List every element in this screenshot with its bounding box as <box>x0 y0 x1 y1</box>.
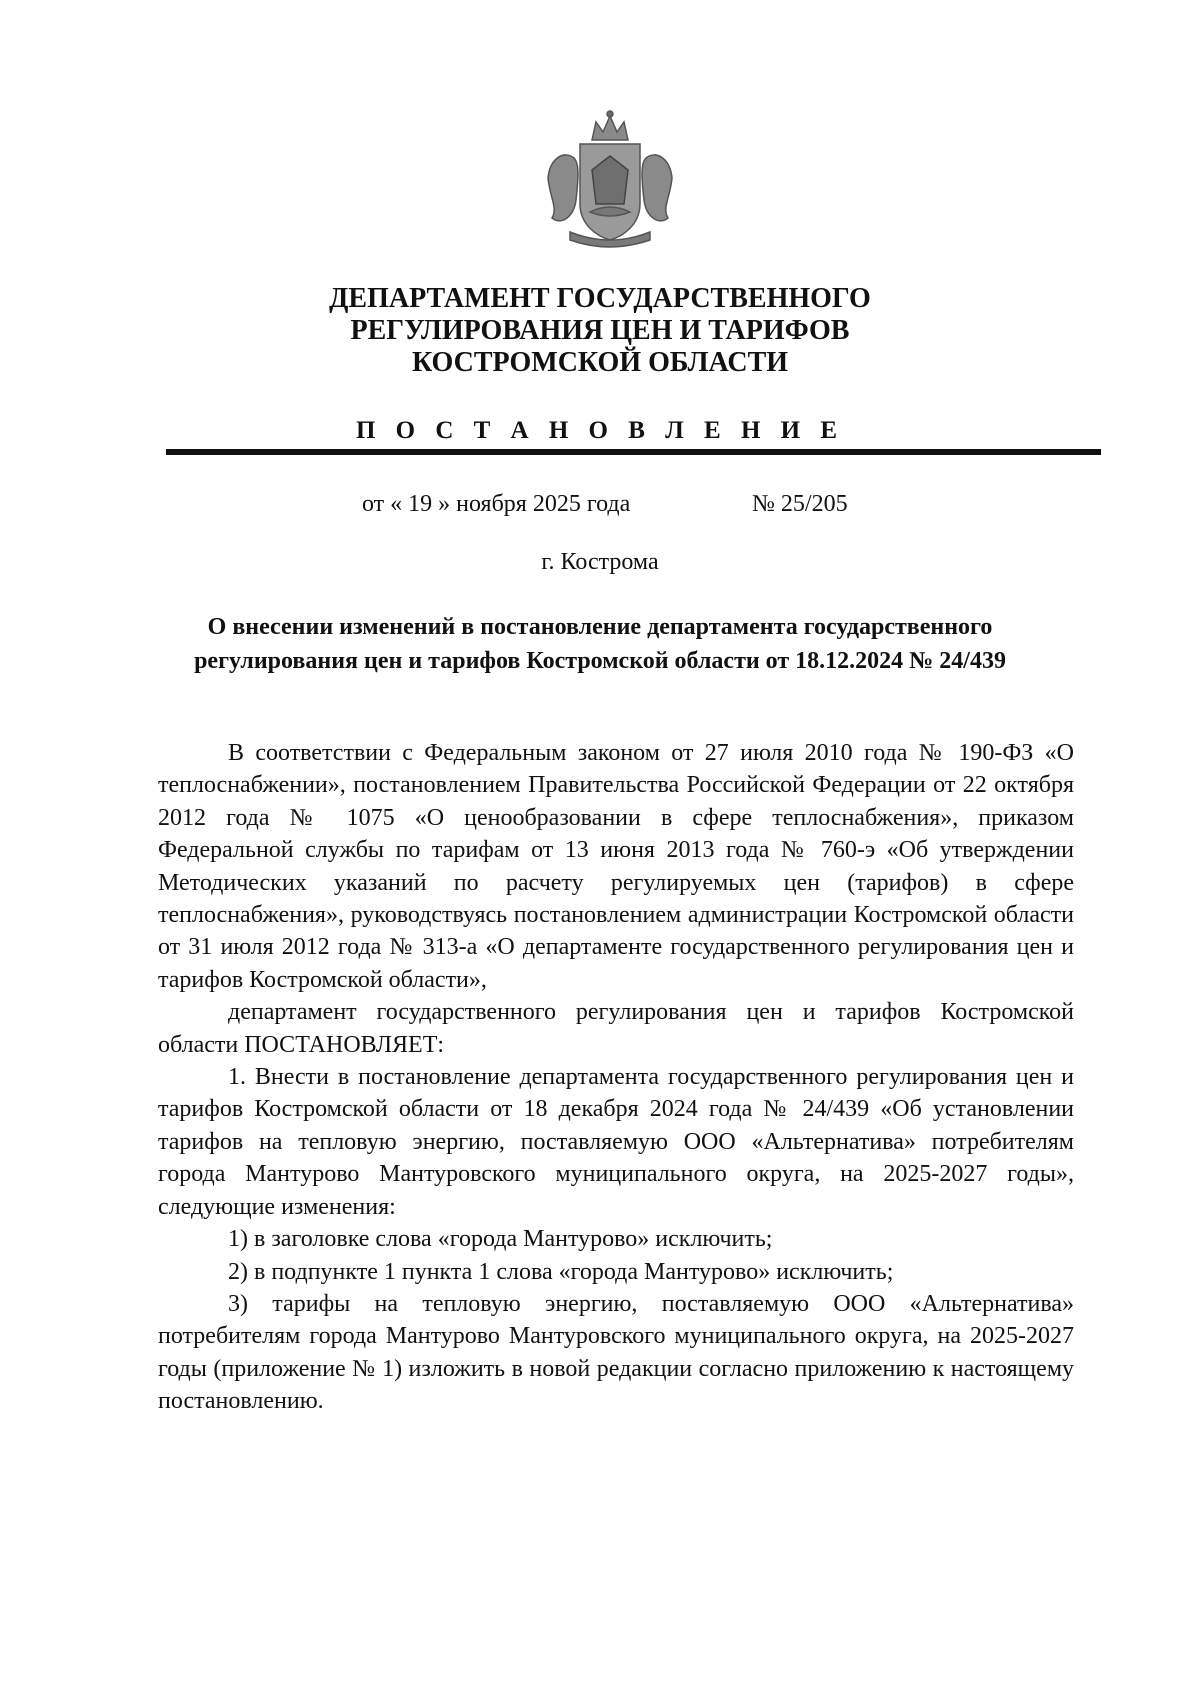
document-subject: О внесении изменений в постановление департамента государственного регулирования цен и тарифов Костромской области от 18.12.2024 № 24/439 <box>194 614 1006 674</box>
document-number: № 25/205 <box>752 491 848 517</box>
left-supporter-shape <box>548 155 578 221</box>
department-name <box>0 283 1200 379</box>
document-body <box>158 737 1074 1418</box>
body-paragraph-5: 2) в подпункте 1 пункта 1 слова «города Мантурово» исключить; <box>228 1258 894 1285</box>
document-city: г. Кострома <box>541 549 659 575</box>
body-paragraph-1: В соответствии с Федеральным законом от 27 июля 2010 года № 190-ФЗ «О теплоснабжении», постановлением Правительства Российской Федерации от 22 октября 2012 года № 1075 «О ценообразовании в сфере теплоснабжения», приказом Федеральной службы по тарифам от 13 июня 2013 года № 760-э «Об утверждении Методических указаний по расчету регулируемых цен (тарифов) в сфере теплоснабжения», руководствуясь постановлением администрации Костромской области от 31 июля 2012 года № 313-а «О департаменте государственного регулирования цен и тарифов Костромской области», <box>158 740 1074 993</box>
coat-of-arms-emblem <box>540 108 680 248</box>
body-paragraph-2: департамент государственного регулирования цен и тарифов Костромской области ПОСТАНОВЛЯЕТ: <box>158 999 1074 1058</box>
heading-divider <box>166 449 1101 455</box>
right-supporter-shape <box>642 155 672 221</box>
body-paragraph-4: 1) в заголовке слова «города Мантурово» исключить; <box>228 1226 773 1253</box>
department-line-3: КОСТРОМСКОЙ ОБЛАСТИ <box>411 347 789 378</box>
document-type-heading: П О С Т А Н О В Л Е Н И Е <box>355 417 845 444</box>
body-paragraph-6: 3) тарифы на тепловую энергию, поставляемую ООО «Альтернатива» потребителям города Мантурово Мантуровского муниципального округа, на 2025-2027 годы (приложение № 1) изложить в новой редакции согласно приложению к настоящему постановлению. <box>158 1290 1074 1415</box>
crown-shape <box>592 116 628 140</box>
document-date: от « 19 » ноября 2025 года <box>362 491 631 517</box>
department-line-1: ДЕПАРТАМЕНТ ГОСУДАРСТВЕННОГО <box>329 283 871 314</box>
date-number-line <box>0 491 1200 523</box>
department-line-2: РЕГУЛИРОВАНИЯ ЦЕН И ТАРИФОВ <box>350 315 850 346</box>
body-paragraph-3: 1. Внести в постановление департамента государственного регулирования цен и тарифов Костромской области от 18 декабря 2024 года № 24/439 «Об установлении тарифов на тепловую энергию, поставляемую ООО «Альтернатива» потребителям города Мантурово Мантуровского муниципального округа, на 2025-2027 годы», следующие изменения: <box>158 1064 1074 1220</box>
